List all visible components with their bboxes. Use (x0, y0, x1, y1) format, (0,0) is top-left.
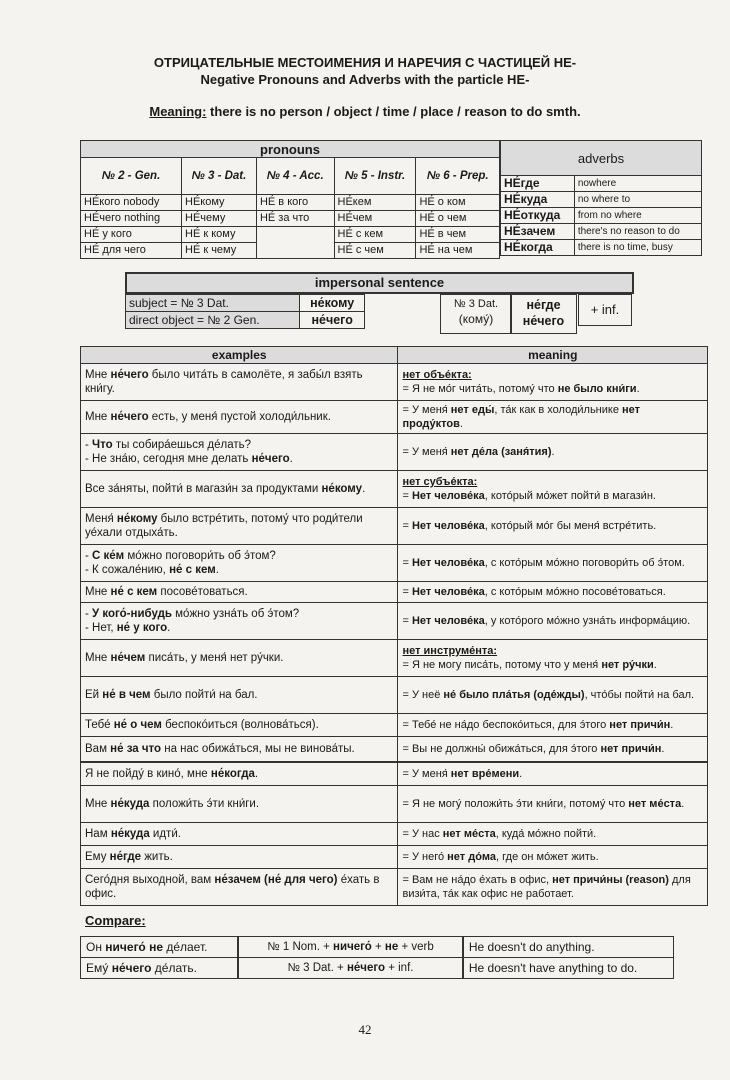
meaning-text: = Тебе́ не на́до беспоко́иться, для э́того нет причи́н. (398, 714, 708, 737)
adverb-row (501, 224, 702, 240)
compare-example: Ему́ не́чего де́лать. (81, 958, 239, 979)
pronoun-cell: НЕ́ у кого (81, 227, 182, 243)
adverbs-table (500, 140, 702, 256)
adverbs-header: adverbs (501, 141, 702, 176)
adverb-word: НЕ́откуда (501, 208, 575, 224)
example-row (81, 364, 708, 401)
compare-body (81, 937, 674, 979)
pronoun-cell: НЕ́ с кем (334, 227, 416, 243)
adverb-meaning: no where to (574, 192, 701, 208)
col-gen: № 2 - Gen. (81, 158, 182, 195)
meaning-text: there is no person / object / time / place / reason to do smth. (210, 104, 581, 119)
example-row (81, 582, 708, 603)
meaning-text: = Нет челове́ка, с кото́рым мо́жно поговори́ть об э́том. (398, 545, 708, 582)
col-prep: № 6 - Prep. (416, 158, 500, 195)
formula-word1: не́где (526, 298, 561, 312)
compare-formula: № 1 Nom. + ничего́ + не + verb (238, 937, 463, 958)
pronoun-cell: НЕ́ к чему (182, 243, 257, 259)
impersonal-table (125, 294, 365, 329)
formula-case2: (кому́) (458, 312, 494, 326)
impersonal-subject: subject = № 3 Dat. (126, 295, 300, 312)
example-text: Меня́ не́кому было встре́тить, потому́ что роди́тели уе́хали отдыха́ть. (81, 508, 398, 545)
pronoun-cell: НЕ́ о чем (416, 211, 500, 227)
meaning-text: = У нас нет ме́ста, куда́ мо́жно пойти́. (398, 823, 708, 846)
example-row (81, 640, 708, 677)
compare-translation: He doesn't do anything. (463, 937, 674, 958)
example-text: Тебе́ не́ о чем беспоко́иться (волнова́ться). (81, 714, 398, 737)
example-row (81, 823, 708, 846)
adverb-row (501, 240, 702, 256)
compare-example: Он ничего́ не де́лает. (81, 937, 239, 958)
pronoun-cell: НЕ́ за что (256, 211, 334, 227)
example-text: Мне не́ с кем посове́товаться. (81, 582, 398, 603)
formula-inf: + inf. (578, 294, 632, 326)
adverb-row (501, 176, 702, 192)
example-text: Вам не́ за что на нас обижа́ться, мы не винова́ты. (81, 737, 398, 763)
example-text: Сего́дня выходной, вам не́зачем (не́ для чего) е́хать в офис. (81, 869, 398, 906)
meaning-text: нет объе́кта: = Я не мо́г чита́ть, потому́ что не было кни́ги. (398, 364, 708, 401)
pronoun-cell: НЕ́ к кому (182, 227, 257, 243)
example-row (81, 786, 708, 823)
example-row (81, 508, 708, 545)
meaning-line (0, 104, 730, 119)
pronoun-cell: НЕ́кем (334, 195, 416, 211)
impersonal-header: impersonal sentence (125, 272, 634, 294)
adverb-meaning: nowhere (574, 176, 701, 192)
adverb-word: НЕ́где (501, 176, 575, 192)
meaning-text: нет субъе́кта: = Нет челове́ка, кото́рый мо́жет пойти́ в магази́н. (398, 471, 708, 508)
meaning-text: = Вам не на́до е́хать в офис, нет причи́ны (reason) для визи́та, та́к как офис не работает. (398, 869, 708, 906)
example-row (81, 869, 708, 906)
impersonal-subject-word: не́кому (300, 295, 365, 312)
pronoun-cell: НЕ́кого nobody (81, 195, 182, 211)
example-row (81, 545, 708, 582)
examples-body (81, 364, 708, 906)
meaning-text: = У меня́ нет вре́мени. (398, 762, 708, 786)
col-instr: № 5 - Instr. (334, 158, 416, 195)
meaning-label: Meaning: (149, 104, 207, 119)
pronoun-row (81, 195, 500, 211)
pronoun-row (81, 211, 500, 227)
example-row (81, 846, 708, 869)
meaning-text: = У меня́ нет еды́, та́к как в холоди́льнике нет проду́ктов. (398, 401, 708, 434)
example-row (81, 677, 708, 714)
example-text: Мне не́куда положи́ть э́ти кни́ги. (81, 786, 398, 823)
page-number: 42 (358, 1022, 372, 1037)
example-row (81, 434, 708, 471)
pronoun-cell: НЕ́ для чего (81, 243, 182, 259)
meaning-text: = У меня́ нет де́ла (заня́тия). (398, 434, 708, 471)
meaning-header: meaning (398, 347, 708, 364)
adverb-word: НЕ́когда (501, 240, 575, 256)
pronoun-cell: НЕ́чему (182, 211, 257, 227)
pronoun-cell-empty (256, 227, 334, 259)
impersonal-object: direct object = № 2 Gen. (126, 312, 300, 329)
compare-translation: He doesn't have anything to do. (463, 958, 674, 979)
impersonal-object-word: не́чего (300, 312, 365, 329)
title-ru: ОТРИЦАТЕЛЬНЫЕ МЕСТОИМЕНИЯ И НАРЕЧИЯ С ЧАСТИЦЕЙ НЕ- (153, 55, 577, 70)
col-acc: № 4 - Acc. (256, 158, 334, 195)
examples-header: examples (81, 347, 398, 364)
formula-word2: не́чего (522, 314, 565, 328)
adverb-row (501, 208, 702, 224)
pronouns-header: pronouns (81, 141, 500, 158)
example-row (81, 737, 708, 763)
examples-table (80, 346, 708, 906)
example-text: Мне не́чего есть, у меня́ пустой холоди́льник. (81, 401, 398, 434)
pronouns-table (80, 140, 500, 259)
example-text: Ему не́где жить. (81, 846, 398, 869)
example-text: - У кого́-нибудь мо́жно узна́ть об э́том? - Нет, не́ у кого. (81, 603, 398, 640)
example-text: Я не пойду́ в кино́, мне не́когда. (81, 762, 398, 786)
formula-words-box (510, 294, 577, 334)
example-text: Ей не́ в чем было пойти́ на бал. (81, 677, 398, 714)
pronouns-body (81, 195, 500, 259)
meaning-text: = Нет челове́ка, у кото́рого мо́жно узна́ть информа́цию. (398, 603, 708, 640)
formula-case-box (440, 294, 512, 334)
compare-table (80, 936, 674, 979)
compare-formula: № 3 Dat. + не́чего + inf. (238, 958, 463, 979)
example-row (81, 603, 708, 640)
meaning-text: = Я не могу́ положи́ть э́ти кни́ги, потому́ что нет ме́ста. (398, 786, 708, 823)
example-text: Все за́няты, пойти́ в магази́н за продуктами не́кому. (81, 471, 398, 508)
meaning-text: = У неё не́ было пла́тья (оде́жды), что́бы пойти́ на бал. (398, 677, 708, 714)
example-text: Мне не́чем писа́ть, у меня́ нет ру́чки. (81, 640, 398, 677)
pronoun-row (81, 227, 500, 243)
pronoun-cell: НЕ́чем (334, 211, 416, 227)
pronoun-cell: НЕ́кому (182, 195, 257, 211)
meaning-text: = Нет челове́ка, с кото́рым мо́жно посове́товаться. (398, 582, 708, 603)
example-text: - Что ты собира́ешься де́лать? - Не зна́ю, сегодня мне делать не́чего. (81, 434, 398, 471)
compare-row (81, 958, 674, 979)
adverb-word: НЕ́куда (501, 192, 575, 208)
col-dat: № 3 - Dat. (182, 158, 257, 195)
compare-label: Compare: (85, 913, 146, 928)
pronoun-cell: НЕ́ о ком (416, 195, 500, 211)
formula-case: № 3 Dat. (453, 298, 499, 310)
example-row (81, 714, 708, 737)
adverb-row (501, 192, 702, 208)
example-text: Нам не́куда идти́. (81, 823, 398, 846)
adverb-meaning: there is no time, busy (574, 240, 701, 256)
pronoun-cell: НЕ́ в кого (256, 195, 334, 211)
example-text: Мне не́чего было чита́ть в самолёте, я забы́л взять кни́гу. (81, 364, 398, 401)
pronoun-cell: НЕ́ на чем (416, 243, 500, 259)
example-row (81, 471, 708, 508)
compare-row (81, 937, 674, 958)
adverbs-body (501, 176, 702, 256)
pronoun-cell: НЕ́чего nothing (81, 211, 182, 227)
pronoun-cell: НЕ́ в чем (416, 227, 500, 243)
pronoun-cell: НЕ́ с чем (334, 243, 416, 259)
meaning-text: = У него́ нет до́ма, где он мо́жет жить. (398, 846, 708, 869)
example-row (81, 762, 708, 786)
meaning-text: = Вы не должны́ обижа́ться, для э́того нет причи́н. (398, 737, 708, 763)
example-text: - С ке́м мо́жно поговори́ть об э́том? - К сожале́нию, не́ с кем. (81, 545, 398, 582)
title-en: Negative Pronouns and Adverbs with the particle НЕ- (200, 72, 530, 87)
adverb-meaning: from no where (574, 208, 701, 224)
meaning-text: = Нет челове́ка, кото́рый мо́г бы меня́ встре́тить. (398, 508, 708, 545)
adverb-word: НЕ́зачем (501, 224, 575, 240)
adverb-meaning: there's no reason to do (574, 224, 701, 240)
meaning-text: нет инструме́нта: = Я не могу писа́ть, потому что у меня́ нет ру́чки. (398, 640, 708, 677)
example-row (81, 401, 708, 434)
